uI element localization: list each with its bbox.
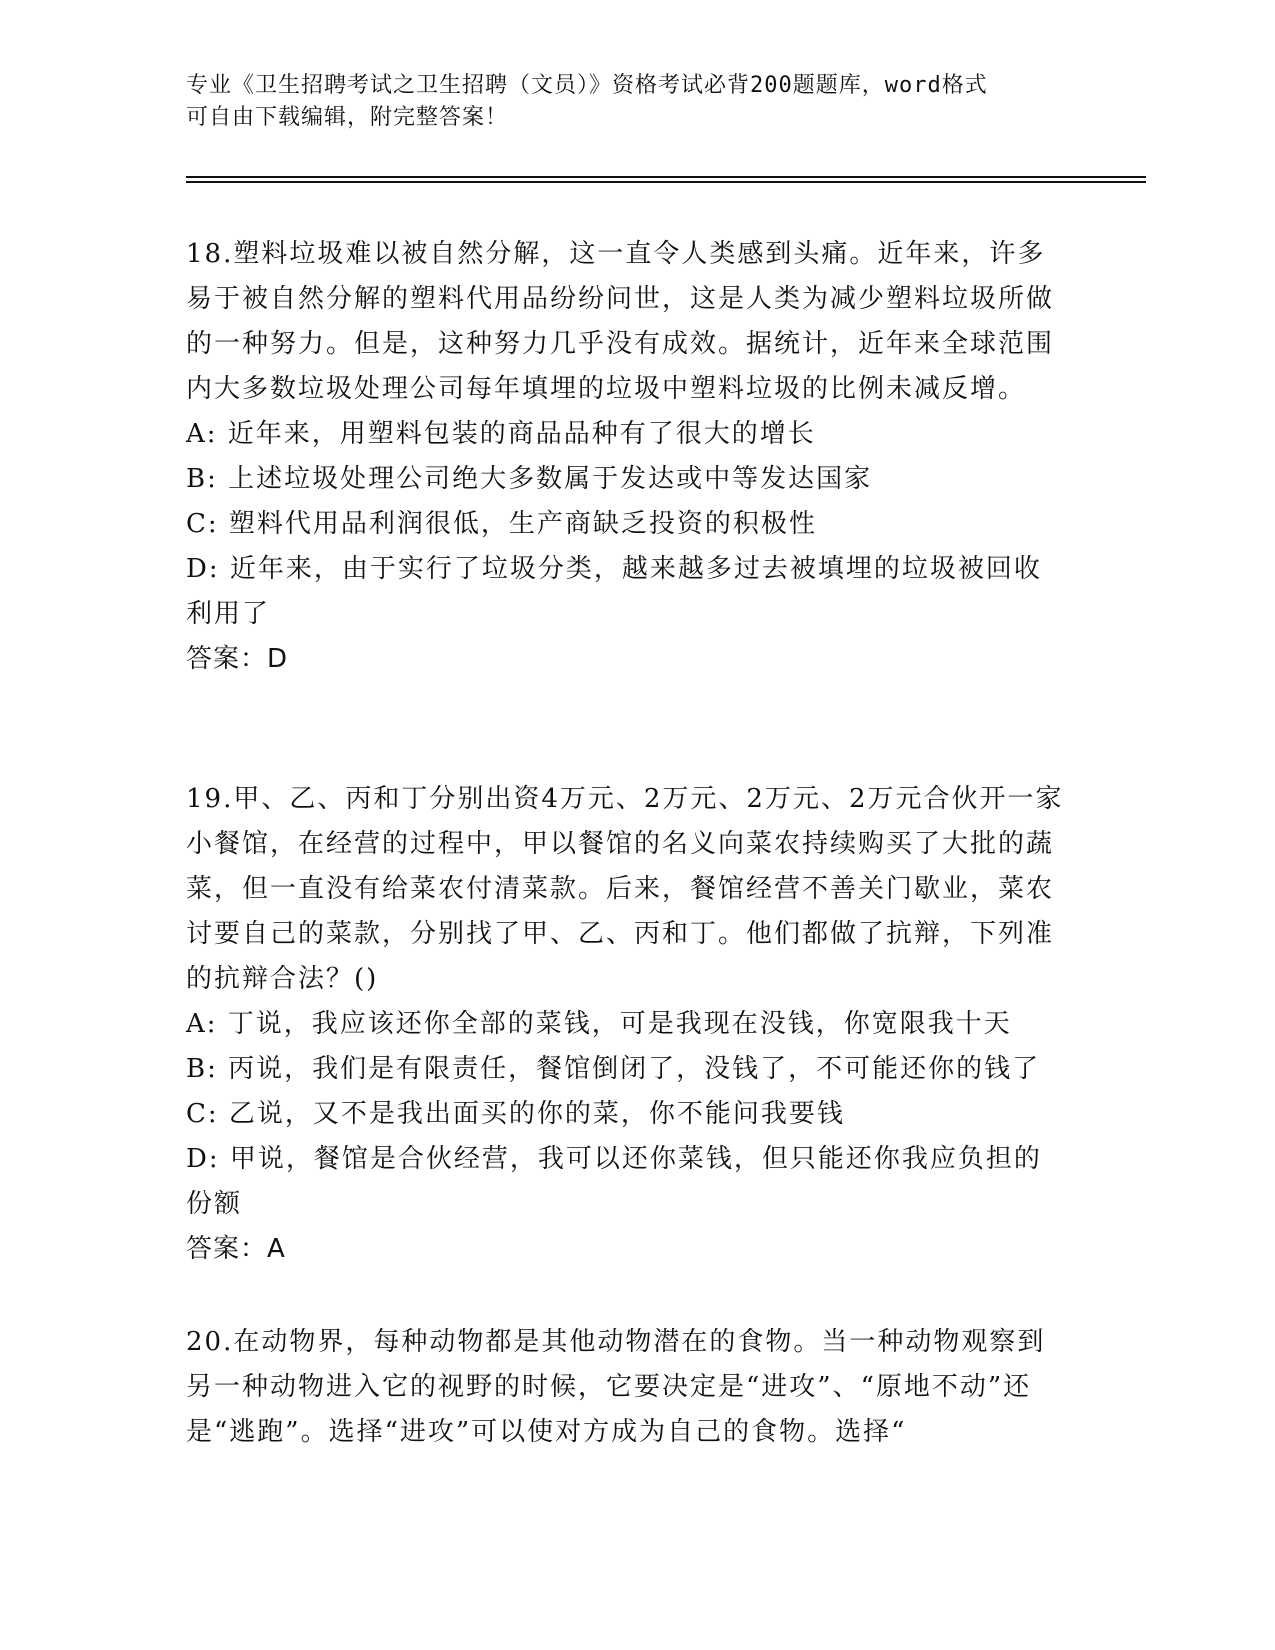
option-b: B: 丙说，我们是有限责任，餐馆倒闭了，没钱了，不可能还你的钱了	[186, 1054, 1041, 1084]
option-c: C: 乙说，又不是我出面买的你的菜，你不能问我要钱	[186, 1099, 845, 1129]
option-d: D: 近年来，由于实行了垃圾分类，越来越多过去被填埋的垃圾被回收利用了	[186, 554, 1042, 629]
question-20	[186, 1320, 1066, 1455]
header-divider-top	[186, 176, 1146, 178]
header-line-2: 可自由下载编辑，附完整答案！	[186, 105, 509, 130]
option-b: B: 上述垃圾处理公司绝大多数属于发达或中等发达国家	[186, 464, 873, 494]
answer-label: 答案：A	[186, 1234, 286, 1264]
question-stem: 18.塑料垃圾难以被自然分解，这一直令人类感到头痛。近年来，许多易于被自然分解的塑料代用品纷纷问世，这是人类为减少塑料垃圾所做的一种努力。但是，这种努力几乎没有成效。据统计，近年来全球范围内大多数垃圾处理公司每年填埋的垃圾中塑料垃圾的比例未减反增。	[186, 239, 1055, 404]
question-stem: 20.在动物界，每种动物都是其他动物潜在的食物。当一种动物观察到另一种动物进入它的视野的时候，它要决定是“进攻”、“原地不动”还是“逃跑”。选择“进攻”可以使对方成为自己的食物。选择“	[186, 1327, 1046, 1447]
option-c: C: 塑料代用品利润很低，生产商缺乏投资的积极性	[186, 509, 817, 539]
document-header	[186, 70, 1066, 134]
header-divider-bottom	[186, 181, 1146, 183]
option-a: A: 丁说，我应该还你全部的菜钱，可是我现在没钱，你宽限我十天	[186, 1009, 1012, 1039]
question-18	[186, 232, 1066, 682]
answer-label: 答案：D	[186, 644, 289, 674]
question-19	[186, 777, 1066, 1272]
question-stem: 19.甲、乙、丙和丁分别出资4万元、2万元、2万元、2万元合伙开一家小餐馆，在经营的过程中，甲以餐馆的名义向菜农持续购买了大批的蔬菜，但一直没有给菜农付清菜款。后来，餐馆经营不善关门歇业，菜农讨要自己的菜款，分别找了甲、乙、丙和丁。他们都做了抗辩，下列准的抗辩合法？()	[186, 784, 1064, 994]
option-a: A: 近年来，用塑料包装的商品品种有了很大的增长	[186, 419, 816, 449]
header-line-1: 专业《卫生招聘考试之卫生招聘（文员）》资格考试必背200题题库，word格式	[186, 73, 988, 98]
option-d: D: 甲说，餐馆是合伙经营，我可以还你菜钱，但只能还你我应负担的份额	[186, 1144, 1042, 1219]
